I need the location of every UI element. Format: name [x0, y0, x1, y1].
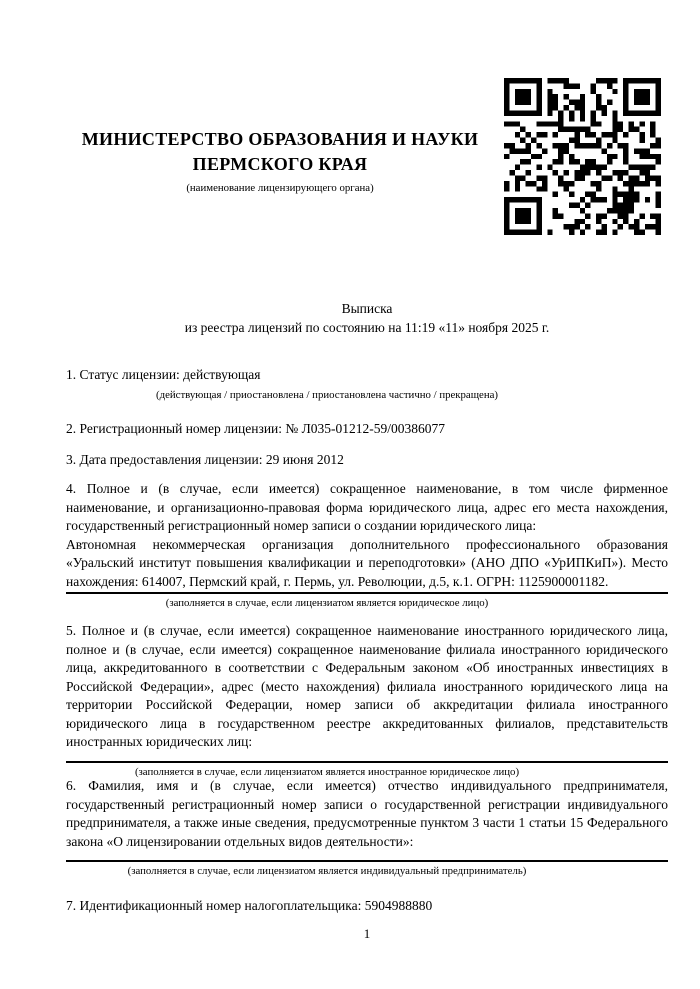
authority-name-line1: МИНИСТЕРСТВО ОБРАЗОВАНИЯ И НАУКИ [81, 129, 479, 149]
legal-entity-caption: (заполняется в случае, если лицензиатом является юридическое лицо) [165, 597, 489, 609]
item-registration-number [66, 420, 668, 439]
authority-header [66, 127, 494, 195]
foreign-entity-statement: 5. Полное и (в случае, если имеется) сокращенное наименование иностранного юридического лица, полное и (в случае, если имеется) сокращенное наименование филиала иностранного юридического лица, аккредитованного в соответствии с Федеральным законом «Об иностранных инвестициях в Российской Федерации», адрес (место нахождения) филиала иностранного юридического лица на территории Российской Федерации, номер записи об аккредитации филиала иностранного юридического лица в государственном реестре аккредитованных филиалов, представительств иностранных юридических лиц: [66, 623, 668, 749]
foreign-entity-underline [66, 761, 668, 763]
individual-entrepreneur-caption: (заполняется в случае, если лицензиатом является индивидуальный предприниматель) [127, 865, 527, 877]
item-foreign-entity [66, 622, 668, 779]
page-number: 1 [363, 926, 371, 941]
item-legal-entity [66, 480, 668, 610]
item-taxpayer-number [66, 897, 668, 916]
legal-entity-statement: 4. Полное и (в случае, если имеется) сокращенное наименование, в том числе фирменное наименование, и организационно-правовая форма юридического лица, адрес его места нахождения, государственный регистрационный номер записи о создании юридического лица: [66, 481, 668, 533]
legal-entity-value: Автономная некоммерческая организация дополнительного профессионального образования «Уральский институт повышения квалификации и переподготовки» (АНО ДПО «УрИПКиП»). Место нахождения: 614007, Пермский край, г. Пермь, ул. Революции, д.5, к.1. ОГРН: 1125900001182. [66, 536, 668, 589]
item-grant-date [66, 451, 668, 470]
foreign-entity-caption: (заполняется в случае, если лицензиатом является иностранное юридическое лицо) [134, 765, 520, 778]
authority-caption: (наименование лицензирующего органа) [186, 182, 374, 194]
taxpayer-number-text: 7. Идентификационный номер налогоплательщика: 5904988880 [66, 898, 433, 913]
individual-entrepreneur-underline [66, 860, 668, 862]
document-title-line2: из реестра лицензий по состоянию на 11:19 «11» ноября 2025 г. [184, 320, 550, 335]
document-title [66, 299, 668, 337]
legal-entity-underline [66, 592, 668, 594]
registration-number-text: 2. Регистрационный номер лицензии: № Л035-01212-59/00386077 [66, 421, 446, 436]
authority-name-line2: ПЕРМСКОГО КРАЯ [192, 154, 368, 174]
license-status-text: 1. Статус лицензии: действующая [66, 367, 261, 382]
item-license-status-options [66, 386, 668, 402]
grant-date-text: 3. Дата предоставления лицензии: 29 июня 2012 [66, 452, 344, 467]
item-license-status [66, 366, 668, 385]
item-individual-entrepreneur [66, 777, 668, 878]
individual-entrepreneur-statement: 6. Фамилия, имя и (в случае, если имеется) отчество индивидуального предпринимателя, государственный регистрационный номер записи о государственной регистрации индивидуального предпринимателя, а также иные сведения, предусмотренные пунктом 3 части 1 статьи 15 Федерального закона «О лицензировании отдельных видов деятельности»: [66, 778, 668, 849]
qr-code-icon [504, 78, 661, 235]
license-status-options-caption: (действующая / приостановлена / приостановлена частично / прекращена) [156, 389, 498, 401]
document-title-line1: Выписка [341, 301, 393, 316]
